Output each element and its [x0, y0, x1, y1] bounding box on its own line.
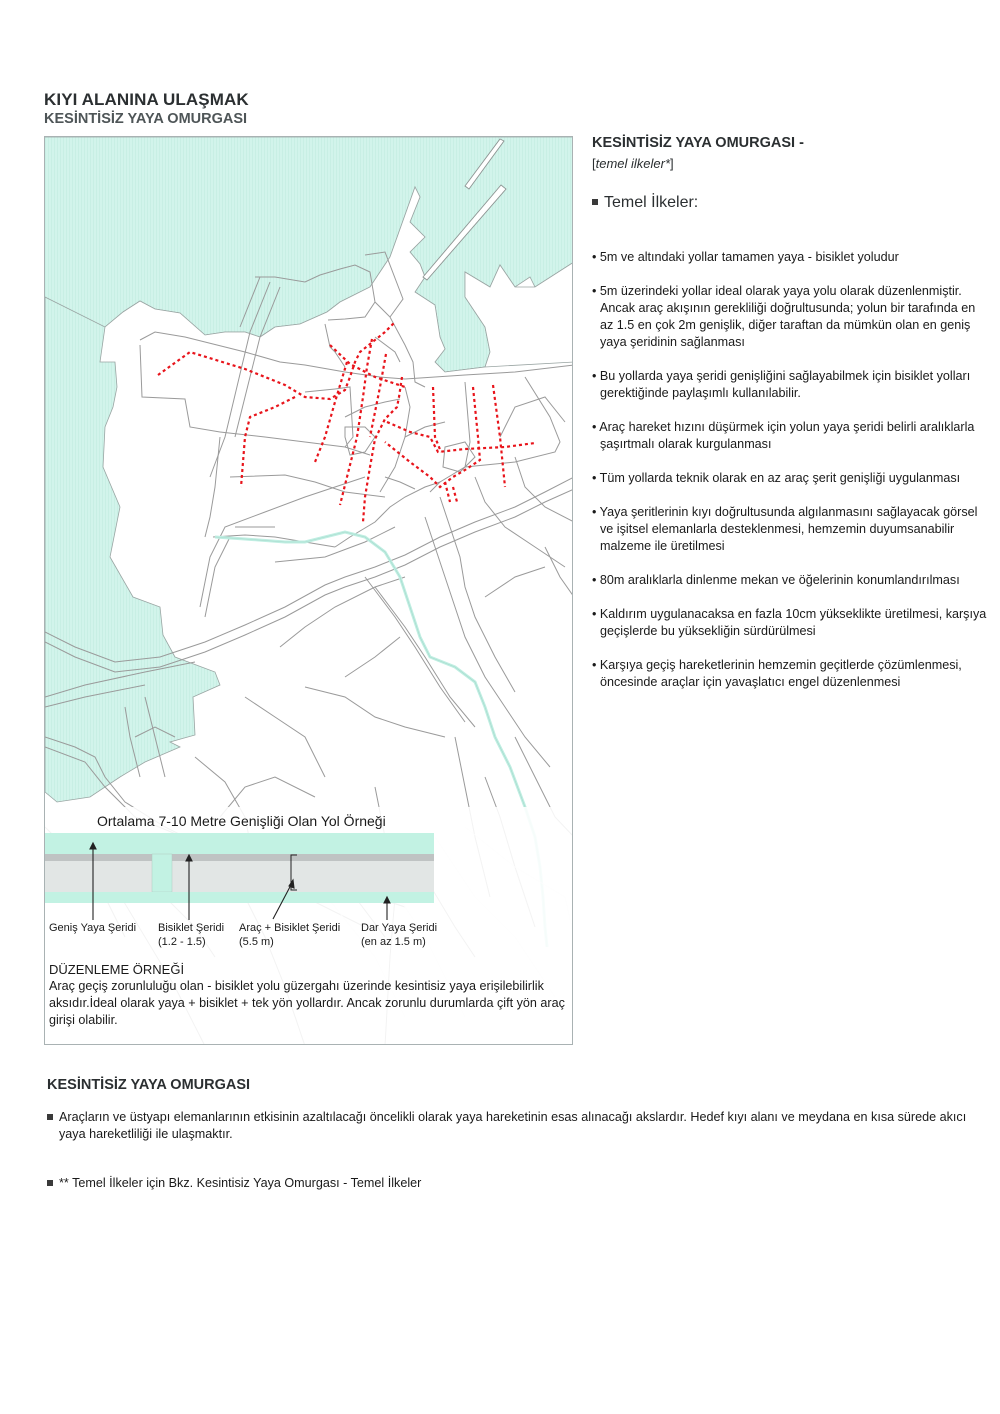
principles-subtitle: [592, 156, 674, 171]
bottom-paragraph: [47, 1109, 987, 1143]
label-line: (en az 1.5 m): [361, 936, 426, 948]
bottom-note-text: ** Temel İlkeler için Bkz. Kesintisiz Yaya Omurgası - Temel İlkeler: [59, 1176, 422, 1190]
principle-item: • Kaldırım uygulanacaksa en fazla 10cm yükseklikte üretilmesi, karşıya geçişlerde bu yüksekliğin sürdürülmesi: [592, 607, 987, 638]
section-label-text: Temel İlkeler:: [604, 194, 699, 211]
label-line: Bisiklet Şeridi: [158, 922, 225, 934]
page-title: KIYI ALANINA ULAŞMAK: [44, 90, 249, 109]
example-heading: DÜZENLEME ÖRNEĞİ: [49, 962, 185, 977]
page-subtitle: KESİNTİSİZ YAYA OMURGASI: [44, 111, 248, 127]
wide-pedestrian-lane: [45, 833, 434, 854]
principles-title: KESİNTİSİZ YAYA OMURGASI -: [592, 135, 804, 151]
principle-item: • 80m aralıklarla dinlenme mekan ve öğelerinin konumlandırılması: [592, 573, 960, 587]
label-vehicle-bike-lane: [239, 921, 340, 949]
principle-item: • Araç hareket hızını düşürmek için yolun yaya şeridi belirli aralıklarla şaşırtmalı olarak kurgulanması: [592, 420, 975, 451]
principle-item: • 5m ve altındaki yollar tamamen yaya - bisiklet yoludur: [592, 250, 899, 264]
example-text: Araç geçiş zorunluluğu olan - bisiklet yolu güzergahı üzerinde kesintisiz yaya erişilebilirlik aksıdır.İdeal olarak yaya + bisiklet + tek yön yollardır. Ancak zorunlu durumlarda çift yön araç girişi olabilir.: [49, 979, 565, 1027]
bike-lane-marker: [152, 854, 172, 892]
bottom-note: [47, 1176, 421, 1190]
square-bullet-icon: [47, 1180, 53, 1186]
principles-list: [592, 249, 992, 708]
label-wide-pedestrian: [49, 921, 136, 935]
label-line: Araç + Bisiklet Şeridi: [239, 922, 341, 934]
curb-strip: [45, 854, 434, 861]
principle-item: • Tüm yollarda teknik olarak en az araç şerit genişliği uygulanması: [592, 471, 961, 485]
example-block: [49, 961, 569, 1029]
narrow-pedestrian-lane: [45, 892, 434, 903]
vehicle-bike-lane: [45, 861, 434, 892]
map-panel: [44, 136, 573, 1045]
bottom-heading: KESİNTİSİZ YAYA OMURGASI: [47, 1077, 251, 1093]
label-line: (5.5 m): [239, 936, 274, 948]
label-line: (1.2 - 1.5): [158, 936, 206, 948]
bracket-close: ]: [670, 156, 674, 171]
principle-item: • 5m üzerindeki yollar ideal olarak yaya yolu olarak düzenlenmiştir. Ancak araç akışının gerekliliği doğrultusunda; yolun bir tarafında en az 1.5 en çok 2m genişlik, diğer taraftan da mümkün olan en geniş yaya şeridinin sağlanması: [592, 284, 976, 349]
principles-section-label: [592, 194, 698, 212]
square-bullet-icon: [47, 1114, 53, 1120]
bracket-open: [: [592, 156, 596, 171]
principle-item: • Yaya şeritlerinin kıyı doğrultusunda algılanmasını sağlayacak görsel ve işitsel elemanlarla desteklenmesi, hemzemin duyumsanabilir malzeme ile üretilmesi: [592, 505, 978, 553]
label-line: Dar Yaya Şeridi: [361, 922, 438, 934]
square-bullet-icon: [592, 199, 598, 205]
label-narrow-pedestrian: [361, 921, 437, 949]
subtitle-italic: temel ilkeler*: [595, 156, 671, 171]
label-line: Geniş Yaya Şeridi: [49, 922, 137, 934]
bottom-paragraph-text: Araçların ve üstyapı elemanlarının etkisinin azaltılacağı öncelikli olarak yaya hareketinin esas alınacağı akslardır. Hedef kıyı alanı ve meydana en kısa sürede akıcı yaya hareketliliği ile ulaşmaktır.: [59, 1110, 967, 1141]
road-section-title: Ortalama 7-10 Metre Genişliği Olan Yol Örneği: [97, 813, 386, 829]
principle-item: • Karşıya geçiş hareketlerinin hemzemin geçitlerde çözümlenmesi, öncesinde araçlar için yavaşlatıcı engel düzenlenmesi: [592, 658, 962, 689]
principle-item: • Bu yollarda yaya şeridi genişliğini sağlayabilmek için bisiklet yolları gerektiğinde paylaşımlı kullanılabilir.: [592, 369, 971, 400]
label-bike-lane: [158, 921, 224, 949]
